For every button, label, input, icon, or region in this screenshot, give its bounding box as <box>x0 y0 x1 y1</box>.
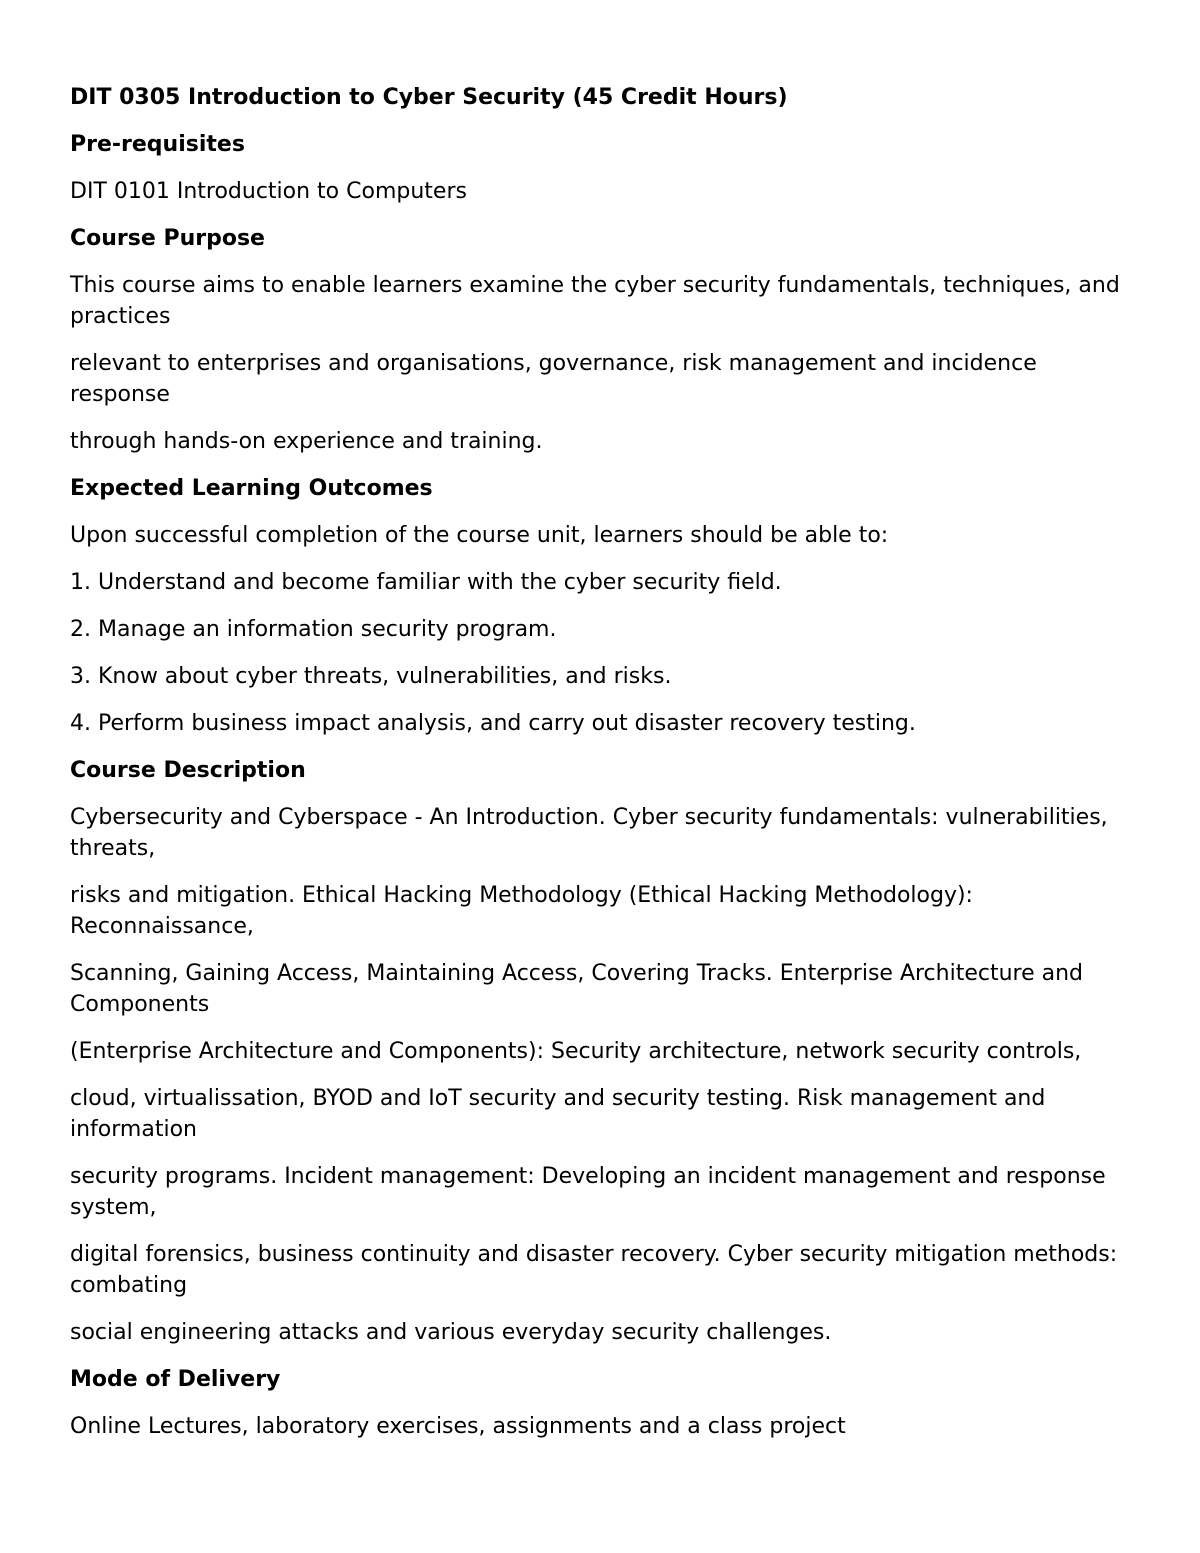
purpose-paragraph: This course aims to enable learners examine the cyber security fundamentals, techniques, and practices <box>70 273 1120 329</box>
purpose-paragraph: relevant to enterprises and organisations, governance, risk management and incidence response <box>70 351 1037 407</box>
description-paragraph: social engineering attacks and various everyday security challenges. <box>70 1320 832 1345</box>
description-paragraph: security programs. Incident management: Developing an incident management and response system, <box>70 1164 1106 1220</box>
description-paragraph: (Enterprise Architecture and Components): Security architecture, network security controls, <box>70 1039 1082 1064</box>
description-paragraph: cloud, virtualissation, BYOD and IoT security and security testing. Risk management and information <box>70 1086 1046 1142</box>
purpose-paragraph: through hands-on experience and training. <box>70 429 543 454</box>
outcome-item: 4. Perform business impact analysis, and carry out disaster recovery testing. <box>70 711 916 736</box>
course-title: DIT 0305 Introduction to Cyber Security (45 Credit Hours) <box>70 85 788 110</box>
outcomes-heading: Expected Learning Outcomes <box>70 476 433 501</box>
description-heading: Course Description <box>70 758 306 783</box>
description-paragraph: digital forensics, business continuity and disaster recovery. Cyber security mitigation methods: combating <box>70 1242 1118 1298</box>
delivery-text: Online Lectures, laboratory exercises, assignments and a class project <box>70 1414 846 1439</box>
description-paragraph: Scanning, Gaining Access, Maintaining Access, Covering Tracks. Enterprise Architecture and Components <box>70 961 1084 1017</box>
outcomes-intro: Upon successful completion of the course unit, learners should be able to: <box>70 523 889 548</box>
purpose-heading: Course Purpose <box>70 226 265 251</box>
prerequisites-heading: Pre-requisites <box>70 132 245 157</box>
prerequisites-text: DIT 0101 Introduction to Computers <box>70 179 467 204</box>
outcome-item: 2. Manage an information security program. <box>70 617 557 642</box>
outcome-item: 3. Know about cyber threats, vulnerabilities, and risks. <box>70 664 672 689</box>
outcome-item: 1. Understand and become familiar with the cyber security field. <box>70 570 782 595</box>
description-paragraph: Cybersecurity and Cyberspace - An Introduction. Cyber security fundamentals: vulnerabilities, threats, <box>70 805 1108 861</box>
document-page <box>70 82 1140 1442</box>
delivery-heading: Mode of Delivery <box>70 1367 281 1392</box>
description-paragraph: risks and mitigation. Ethical Hacking Methodology (Ethical Hacking Methodology): Reconnaissance, <box>70 883 973 939</box>
